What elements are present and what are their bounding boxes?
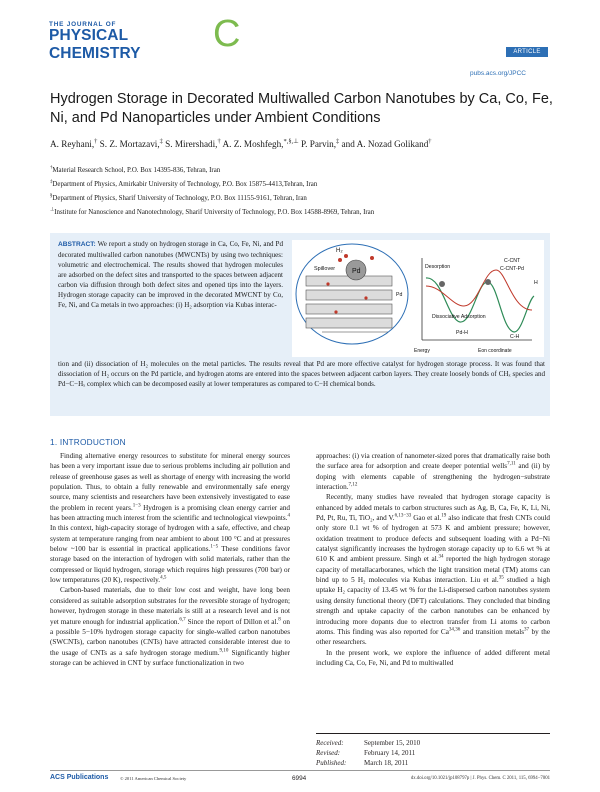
h-atom-label: H (534, 280, 538, 286)
energy-axis-label: Energy (414, 348, 430, 354)
affiliation: †Material Research School, P.O. Box 14395-836, Tehran, Iran (50, 165, 221, 174)
date-received: Received: September 15, 2010 (316, 739, 421, 747)
cnt-layer (306, 304, 392, 314)
journal-logo (49, 13, 241, 65)
h-atom (334, 310, 337, 313)
h-atom (364, 296, 367, 299)
citation-ref[interactable]: 6,7 (179, 617, 186, 623)
paragraph: Carbon-based materials, due to their low cost and weight, have long been considered as suitable adsorption substrates for the reversible storage of hydrogen; however, hydrogen storage in these materials is still at a research level and is not yet mature enough for industrial application.$^{6,7}$ Since the report of Dillon et al.$^8$ on a possible 5−10% hydrogen storage capacity for single-walled carbon nanotubes (SWCNTs), carbon nanotubes (CNTs) have attracted considerable interest due to the usage of CNTs as a safe hydrogen storage medium.$^{9,10}$ Significantly higher storage can be achieved in CNT by surface functionalization in two (50, 586, 291, 667)
author-list (50, 139, 560, 149)
abstract-label: ABSTRACT: (58, 241, 96, 248)
citation-ref[interactable]: 19 (441, 513, 447, 519)
citation-ref[interactable]: 35 (498, 575, 504, 581)
citation-ref[interactable]: 7,11 (507, 461, 516, 467)
date-published: Published: March 18, 2011 (316, 759, 409, 768)
citation-ref[interactable]: 37 (524, 627, 530, 633)
reaction-axis-label: Eon coordinate (478, 348, 512, 354)
h-atom (344, 254, 348, 258)
author[interactable]: S. Z. Mortazavi,‡ (99, 137, 163, 149)
pd-label: Pd (352, 268, 361, 275)
paragraph: In the present work, we explore the influence of added different metal including Ca, Co, Fe, Ni, and Pd to multiwalled (316, 648, 550, 667)
pd-diagram-label: Pd (396, 292, 403, 298)
article-type-badge: ARTICLE (506, 47, 548, 57)
citation-ref[interactable]: 34 (438, 555, 444, 561)
left-column (50, 451, 290, 668)
journal-name-line1: THE JOURNAL OF (49, 21, 117, 28)
author[interactable]: A. Reyhani,† (50, 137, 98, 149)
desorption-label: Desorption (425, 264, 451, 270)
affiliation: ⊥Institute for Nanoscience and Nanotechnology, Sharif University of Technology, P.O. Box 14588-8969, Tehran, Iran (50, 207, 375, 216)
page-number: 6994 (292, 775, 307, 782)
citation-ref[interactable]: 1−5 (210, 544, 219, 550)
paper-title: Hydrogen Storage in Decorated Multiwalled Carbon Nanotubes by Ca, Co, Fe, Ni, and Pd Nanoparticles under Ambient Conditions (50, 91, 553, 126)
citation-ref[interactable]: 4,5 (160, 575, 167, 581)
h-atom (370, 256, 374, 260)
dissociation-label: Dissociative Adsorption (432, 314, 486, 320)
citation-ref[interactable]: 9,10 (219, 648, 229, 654)
h-atom (326, 282, 329, 285)
c-cnt-pd-label: C-CNT-Pd (500, 266, 524, 272)
pd-node (485, 279, 491, 285)
pd-node (439, 281, 445, 287)
author[interactable]: P. Parvin,‡ (301, 137, 340, 149)
journal-letter: C (213, 13, 241, 55)
citation-ref[interactable]: 1−3 (132, 503, 141, 509)
citation-ref[interactable]: 4 (287, 513, 290, 519)
toc-graphic (292, 240, 544, 357)
section-heading: 1. INTRODUCTION (50, 437, 126, 447)
footer-divider (50, 770, 550, 771)
cnt-layer (306, 318, 392, 328)
c-h-label: C-H (510, 334, 520, 340)
citation-ref[interactable]: 34,36 (448, 627, 461, 633)
abstract-text-continued: tion and (ii) dissociation of H₂ molecules on the metal particles. The results reveal that Pd are more effective catalyst for hydrogen storage process. It was found that dissociation of H₂ occurs on the Pd particle, and hydrogen atoms are entered into the spaces between adjacent carbon layers. They create loosely bonds of CHₓ species and Pd−C−Hₓ complex which can be decomposed easily at lower temperatures as compared to C−H chemical bonds. (58, 360, 545, 389)
cnt-layer (306, 290, 392, 300)
author[interactable]: A. Z. Moshfegh,*,§,⊥ (222, 137, 299, 149)
author[interactable]: S. Mirershadi,† (165, 137, 221, 149)
citation-ref[interactable]: 8 (278, 617, 281, 623)
journal-name-line2: PHYSICAL CHEMISTRY (49, 27, 141, 62)
journal-url-link[interactable]: pubs.acs.org/JPCC (470, 70, 526, 77)
abstract-text: ABSTRACT: We report a study on hydrogen storage in Ca, Co, Fe, Ni, and Pd decorated multiwalled carbon nanotubes (MWCNTs) by using two techniques: volumetric and electrochemical. The results showed that hydrogen molecules are adsorbed on the defect sites and transported to the spaces between adjacent carbon via diffusion through both defect sites and opened tips into the layers. Hydrogen storage capacity can be improved in the decorated MWCNT by Co, Fe, Ni, and Ca metals in two approaches: (i) H₂ adsorption via Kubas interac- (58, 240, 283, 310)
citation-ref[interactable]: 6,13−33 (394, 513, 412, 519)
citation-ref[interactable]: 7,12 (348, 482, 358, 488)
pd-h-label: Pd-H (456, 330, 468, 336)
copyright-notice: © 2011 American Chemical Society (120, 776, 187, 781)
affiliation: ‡Department of Physics, Amirkabir University of Technology, P.O. Box 15875-4413,Tehran, Iran (50, 179, 318, 188)
publication-dates (316, 733, 550, 769)
c-cnt-label: C-CNT (504, 258, 521, 264)
h-atom (338, 258, 342, 262)
paragraph: Finding alternative energy resources to substitute for mineral energy sources has been a very important issue due to serious problems including air pollution and release of greenhouse gases as well as shortage of energy with increasing the world population. Thus, to obtain a fully renewable and environmentally safe energy source, many scientists and researchers have been extensively investigated to ease the problem in recent years.$^{1-3}$ Hydrogen is a promising clean energy carrier and has been attracting much interest from the scientific and technological viewpoints.$^4$ In this context, high-capacity storage of hydrogen with a safe, effective, and cheap system at temperature ranging from near ambient to about 100 °C and at pressures below ~100 bar is essential in practical applications.$^{1-5}$ These conditions favor storage based on the interaction of hydrogen with solid materials, rather than the compressed or liquid hydrogen, storage which requires high pressures (700 bar) or low temperatures (20 K), respectively.$^{4,5}$ (50, 452, 291, 585)
acs-publications-logo[interactable]: ACS Publications (50, 774, 109, 781)
paragraph: Recently, many studies have revealed that hydrogen storage capacity is enhanced by added metals to carbon structures such as Ag, B, Ca, Fe, K, Li, Ni, Pd, Pt, Ru, Ti, TiO₂, and V.$^{6,13-33}$ Gao et al.$^{19}$ also indicate that fresh CNTs could only store 0.1 wt % of hydrogen at 573 K and ambient pressure; however, oxidation treatment to produce defects and subsequent loading with a Pd−Ni catalyst significantly increases the hydrogen storage capacity up to 6.6 wt % at 610 K and ambient pressure. Singh et al.$^{34}$ reported the high hydrogen storage capacity of metallacarboranes, which the light transition metal (TM) atoms can bind up to 5 H₂ molecules via Kubas interaction. Liu et al.$^{35}$ studied a high uptake H₂ capacity of 13.45 wt % for the Li-dispersed carbon nanotubes system using density functional theory (DFT) calculations. They concluded that binding strength and uptake capacity of the carbon nanotubes can be enhanced by introducing more dopants due to electron transfer from Li atoms to carbon atoms. This finding was also reported for Ca$^{34,36}$ and transition metals$^{37}$ by the other researchers. (316, 493, 551, 647)
doi-citation-link[interactable]: dx.doi.org/10.1021/jp108797p | J. Phys. Chem. C 2011, 115, 6994−7001 (410, 776, 550, 781)
h2-label: H₂ (336, 248, 343, 254)
paragraph: approaches: (i) via creation of nanometer-sized pores that dramatically raise both the surface area for adsorption and create deeper potential wells$^{7,11}$ and (ii) by doping with elements capable of strengthening the hydrogen−substrate interaction.$^{7,12}$ (316, 452, 551, 492)
right-column (316, 451, 550, 668)
affiliation: §Department of Physics, Sharif University of Technology, P.O. Box 11155-9161, Tehran, Iran (50, 193, 307, 202)
spillover-label: Spillover (314, 266, 336, 272)
date-revised: Revised: February 14, 2011 (316, 749, 416, 758)
author[interactable]: and A. Nozad Golikand† (341, 137, 432, 149)
